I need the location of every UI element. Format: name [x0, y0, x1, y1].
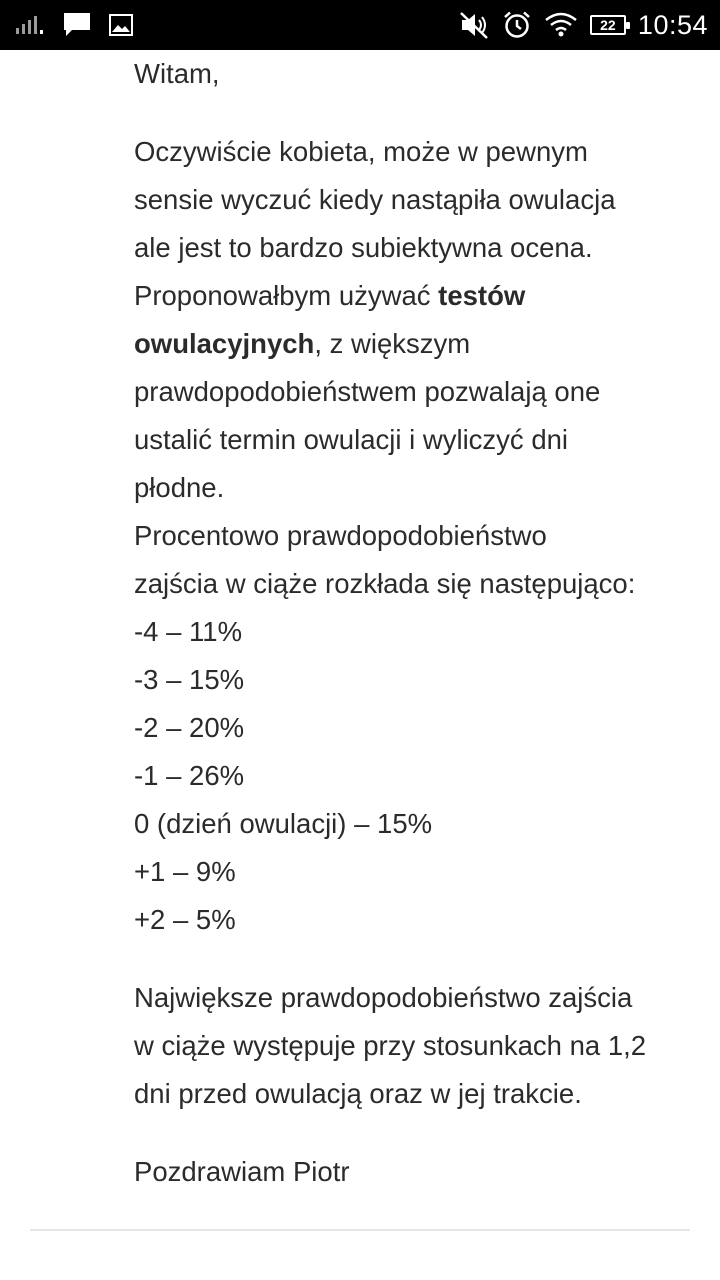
paragraph-line: prawdopodobieństwem pozwalają one	[134, 376, 601, 407]
wifi-icon	[544, 12, 578, 38]
percent-list-item: +2 – 5%	[134, 904, 236, 935]
battery-icon	[590, 15, 626, 35]
paragraph-line: ustalić termin owulacji i wyliczyć dni	[134, 424, 569, 455]
percent-intro-line: zajścia w ciąże rozkłada się następująco:	[134, 568, 636, 599]
percent-list-item: -4 – 11%	[134, 616, 243, 647]
mute-icon	[458, 10, 490, 40]
paragraph-line: płodne.	[134, 472, 225, 503]
battery-level: 22	[600, 17, 616, 33]
status-bar-notifications	[16, 10, 134, 40]
percent-list-item: 0 (dzień owulacji) – 15%	[134, 808, 433, 839]
signature: Pozdrawiam Piotr	[134, 1156, 350, 1187]
divider	[30, 1229, 690, 1231]
image-notification-icon	[108, 13, 134, 37]
alarm-icon	[502, 10, 532, 40]
percent-intro-line: Procentowo prawdopodobieństwo	[134, 520, 547, 551]
recommend-text: Proponowałbym używać	[134, 280, 439, 311]
paragraph-conclusion	[134, 974, 704, 1118]
recommend-text: , z większym	[314, 328, 471, 359]
percent-list-item: +1 – 9%	[134, 856, 236, 887]
paragraph-intro	[134, 128, 704, 944]
conclusion-line: w ciąże występuje przy stosunkach na 1,2	[134, 1030, 647, 1061]
greeting: Witam,	[134, 58, 220, 89]
status-bar	[0, 0, 720, 50]
chat-notification-icon	[62, 11, 92, 39]
paragraph-line: Oczywiście kobieta, może w pewnym	[134, 136, 588, 167]
paragraph-line: ale jest to bardzo subiektywna ocena.	[134, 232, 593, 263]
post-body	[134, 50, 704, 1196]
status-bar-clock: 10:54	[637, 9, 708, 40]
recommendation-line	[134, 272, 704, 320]
status-bar-system	[458, 8, 708, 42]
recommendation-line	[134, 320, 704, 368]
percent-list-item: -2 – 20%	[134, 712, 245, 743]
conclusion-line: Największe prawdopodobieństwo zajścia	[134, 982, 633, 1013]
ovulation-tests-link-part2: owulacyjnych	[134, 328, 315, 359]
conclusion-line: dni przed owulacją oraz w jej trakcie.	[134, 1078, 582, 1109]
paragraph-line: sensie wyczuć kiedy nastąpiła owulacja	[134, 184, 616, 215]
ovulation-tests-link-part1: testów	[438, 280, 526, 311]
percent-list-item: -3 – 15%	[134, 664, 245, 695]
signal-icon	[16, 14, 46, 36]
percent-list-item: -1 – 26%	[134, 760, 245, 791]
